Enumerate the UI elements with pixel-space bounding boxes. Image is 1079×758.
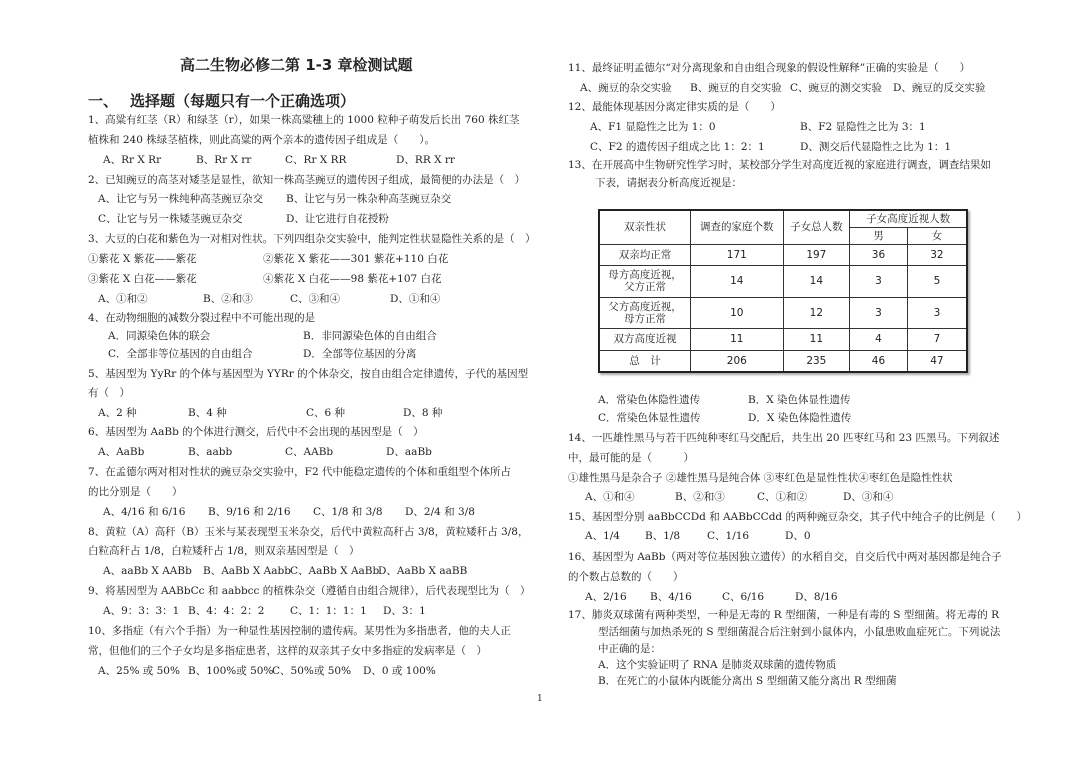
- option-c: C、1/8 和 3/8: [313, 506, 383, 518]
- survey-table: [598, 209, 968, 373]
- question-9-text: 9、将基因型为 AABbCc 和 aabbcc 的植株杂交（遵循自由组合规律），后代表现型比为（ ）: [88, 585, 531, 597]
- option-d: D、①和④: [390, 293, 441, 305]
- section-heading: 选择题（每题只有一个正确选项）: [130, 92, 356, 110]
- header-children-total: 子女总人数: [783, 210, 850, 244]
- option-b: B、豌豆的自交实验: [690, 82, 782, 94]
- cell: 10: [691, 297, 783, 328]
- question-13-text: 下表，请据表分析高度近视是：: [595, 177, 742, 189]
- option-c: C、③和④: [290, 293, 341, 305]
- cell: 5: [907, 265, 967, 297]
- option-c: C．全部非等位基因的自由组合: [108, 348, 253, 360]
- cross-item: ①紫花 X 紫花——紫花: [88, 253, 197, 265]
- question-8-text: 8、黄粒（A）高秆（B）玉米与某表现型玉米杂交，后代中黄粒高秆占 3/8，黄粒矮秆占 3/8，: [88, 526, 529, 538]
- question-1-text: 植株和 240 株绿茎植株，则此高粱的两个亲本的遗传因子组成是（ ）。: [88, 134, 435, 146]
- page-number: 1: [537, 694, 543, 704]
- option-b: B．X 染色体显性遗传: [748, 394, 851, 406]
- cell: 3: [850, 265, 908, 297]
- cross-item: ②紫花 X 紫花——301 紫花+110 白花: [263, 253, 449, 265]
- option-a: A、豌豆的杂交实验: [580, 82, 672, 94]
- question-14-text: 14、一匹雄性黑马与若干匹纯种枣红马交配后，共生出 20 匹枣红马和 23 匹黑马。下列叙述: [568, 432, 1000, 444]
- option-a: A、让它与另一株纯种高茎豌豆杂交: [98, 193, 264, 205]
- cross-item: ④紫花 X 白花——98 紫花+107 白花: [263, 273, 442, 285]
- cell: 47: [907, 350, 967, 372]
- table-row: [599, 244, 967, 265]
- option-c: C、50%或 50%: [272, 665, 352, 677]
- question-14-statements: ①雄性黑马是杂合子 ②雄性黑马是纯合体 ③枣红色是显性性状④枣红色是隐性性状: [568, 472, 953, 484]
- question-16-text: 16、基因型为 AaBb（两对等位基因独立遗传）的水稻自交，自交后代中两对基因都是纯合子: [568, 551, 1002, 563]
- option-b: B、aabb: [188, 446, 233, 458]
- cell: 11: [783, 328, 850, 350]
- option-d: D、8 种: [403, 407, 443, 419]
- option-c: C、1/16: [707, 530, 750, 542]
- option-a: A、aaBb X AABb: [103, 565, 192, 577]
- option-d: D、豌豆的反交实验: [893, 82, 986, 94]
- question-4-text: 4、在动物细胞的减数分裂过程中不可能出现的是: [88, 312, 316, 324]
- cell: 7: [907, 328, 967, 350]
- cell: 14: [783, 265, 850, 297]
- question-14-text: 中，最可能的是（ ）: [568, 452, 694, 464]
- option-b: B、Rr X rr: [196, 154, 252, 166]
- question-15-text: 15、基因型分别 aaBbCCDd 和 AABbCCdd 的两种豌豆杂交，其子代中纯合子的比例是（ ）: [568, 511, 1027, 523]
- question-2-text: 2、已知豌豆的高茎对矮茎是显性，欲知一株高茎豌豆的遗传因子组成，最简便的办法是（ ）: [88, 174, 526, 186]
- option-d: D、0 或 100%: [363, 665, 436, 677]
- option-c: C、6/16: [722, 591, 765, 603]
- section-number: 一、: [88, 92, 119, 110]
- table-row: [599, 265, 967, 297]
- cross-item: ③紫花 X 白花——紫花: [88, 273, 197, 285]
- option-c: C、Rr X RR: [285, 154, 347, 166]
- option-a: A、25% 或 50%: [98, 665, 180, 677]
- option-c: C、1：1：1：1: [290, 605, 367, 617]
- option-b: B、②和③: [675, 491, 725, 503]
- option-a: A、AaBb: [98, 446, 145, 458]
- option-d: D、RR X rr: [396, 154, 455, 166]
- option-c: C．常染色体显性遗传: [598, 412, 701, 424]
- option-b: B、9/16 和 2/16: [208, 506, 291, 518]
- cell: 11: [691, 328, 783, 350]
- option-a: A、F1 显隐性之比为 1：0: [590, 121, 716, 133]
- option-b: B、②和③: [203, 293, 253, 305]
- cell: 36: [850, 244, 908, 265]
- question-10-text: 常，但他们的三个子女均是多指症患者，这样的双亲其子女中多指症的发病率是（ ）: [88, 645, 487, 657]
- option-b: B、AaBb X Aabb: [203, 565, 291, 577]
- header-parent-trait: 双亲性状: [599, 210, 691, 244]
- option-a: A、①和④: [585, 491, 635, 503]
- option-a: A．常染色体隐性遗传: [598, 394, 701, 406]
- table-row: [599, 297, 967, 328]
- question-6-text: 6、基因型为 AaBb 的个体进行测交，后代中不会出现的基因型是（ ）: [88, 426, 424, 438]
- option-d: D、0: [785, 530, 811, 542]
- cell: 3: [850, 297, 908, 328]
- option-b: B、F2 显隐性之比为 3：1: [800, 121, 926, 133]
- option-d: D、AaBb X aaBB: [378, 565, 468, 577]
- table-row-total: [599, 350, 967, 372]
- cell: 32: [907, 244, 967, 265]
- header-male: 男: [850, 227, 908, 244]
- option-a: A、2 种: [98, 407, 137, 419]
- header-family-count: 调查的家庭个数: [691, 210, 783, 244]
- option-c: C、AABb: [285, 446, 334, 458]
- option-c: C、6 种: [306, 407, 346, 419]
- question-11-text: 11、最终证明孟德尔“对分离现象和自由组合现象的假设性解释”正确的实验是（ ）: [568, 62, 971, 74]
- option-a: A、9：3：3：1: [103, 605, 180, 617]
- header-myopia-children: 子女高度近视人数: [850, 210, 967, 227]
- page-title: 高二生物必修二第 1-3 章检测试题: [180, 56, 413, 74]
- cell: 46: [850, 350, 908, 372]
- cell: 3: [907, 297, 967, 328]
- cell: 父方高度近视，母方正常: [599, 297, 691, 328]
- question-12-text: 12、最能体现基因分离定律实质的是（ ）: [568, 101, 781, 113]
- cell: 4: [850, 328, 908, 350]
- option-a: A．同源染色体的联会: [108, 330, 211, 342]
- cell: 171: [691, 244, 783, 265]
- option-d: D、③和④: [843, 491, 894, 503]
- option-d: D、测交后代显隐性之比为 1：1: [800, 141, 952, 153]
- option-b: B．非同源染色体的自由组合: [303, 330, 437, 342]
- question-17-text: 型活细菌与加热杀死的 S 型细菌混合后注射到小鼠体内，小鼠患败血症死亡。下列说法: [598, 626, 1001, 638]
- header-female: 女: [907, 227, 967, 244]
- option-a: A、1/4: [585, 530, 620, 542]
- cell: 197: [783, 244, 850, 265]
- option-b: B、4 种: [188, 407, 227, 419]
- option-c: C、AaBb X AaBb: [290, 565, 380, 577]
- question-5-text: 5、基因型为 YyRr 的个体与基因型为 YYRr 的个体杂交，按自由组合定律遗传，子代的基因型: [88, 368, 529, 380]
- question-17-text: 中正确的是：: [598, 643, 661, 655]
- option-b: B、4：4：2：2: [188, 605, 265, 617]
- option-a: A、2/16: [585, 591, 627, 603]
- question-13-text: 13、在开展高中生物研究性学习时，某校部分学生对高度近视的家庭进行调查，调查结果如: [568, 159, 991, 171]
- cell: 双方高度近视: [599, 328, 691, 350]
- question-1-text: 1、高粱有红茎（R）和绿茎（r），如果一株高粱穗上的 1000 粒种子萌发后长出 760 株红茎: [88, 114, 520, 126]
- question-5-text: 有（ ）: [88, 387, 130, 399]
- question-16-text: 的个数占总数的（ ）: [568, 571, 684, 583]
- cell: 206: [691, 350, 783, 372]
- cell: 总 计: [599, 350, 691, 372]
- option-d: D、8/16: [795, 591, 838, 603]
- option-a: A、Rr X Rr: [103, 154, 162, 166]
- option-b: B、1/8: [645, 530, 681, 542]
- cell: 双亲均正常: [599, 244, 691, 265]
- option-c: C、豌豆的测交实验: [790, 82, 883, 94]
- question-7-text: 7、在孟德尔两对相对性状的豌豆杂交实验中，F2 代中能稳定遗传的个体和重组型个体所占: [88, 466, 511, 478]
- option-c: C、①和②: [757, 491, 808, 503]
- option-d: D、2/4 和 3/8: [405, 506, 475, 518]
- question-8-text: 白粒高秆占 1/8，白粒矮秆占 1/8，则双亲基因型是（ ）: [88, 545, 360, 557]
- cell: 235: [783, 350, 850, 372]
- option-d: D、aaBb: [386, 446, 432, 458]
- cell: 母方高度近视，父方正常: [599, 265, 691, 297]
- cell: 12: [783, 297, 850, 328]
- option-c: C、F2 的遗传因子组成之比 1：2：1: [590, 141, 765, 153]
- cell: 14: [691, 265, 783, 297]
- option-b: B、让它与另一株杂种高茎豌豆杂交: [286, 193, 452, 205]
- option-a: A．这个实验证明了 RNA 是肺炎双球菌的遗传物质: [598, 659, 837, 671]
- question-7-text: 的比分别是（ ）: [88, 486, 183, 498]
- table-row: [599, 328, 967, 350]
- option-b: B．在死亡的小鼠体内既能分离出 S 型细菌又能分离出 R 型细菌: [598, 675, 897, 687]
- option-b: B、100%或 50%: [188, 665, 274, 677]
- option-d: D．X 染色体隐性遗传: [748, 412, 852, 424]
- option-d: D、让它进行自花授粉: [286, 213, 389, 225]
- question-17-text: 17、肺炎双球菌有两种类型，一种是无毒的 R 型细菌，一种是有毒的 S 型细菌。将无毒的 R: [568, 609, 1000, 621]
- question-3-text: 3、大豆的白花和紫色为一对相对性状。下列四组杂交实验中，能判定性状显隐性关系的是（ ）: [88, 233, 536, 245]
- question-10-text: 10、多指症（有六个手指）为一种显性基因控制的遗传病。某男性为多指患者，他的夫人正: [88, 625, 511, 637]
- option-a: A、4/16 和 6/16: [103, 506, 186, 518]
- option-a: A、①和②: [98, 293, 148, 305]
- option-b: B、4/16: [650, 591, 692, 603]
- option-d: D、3：1: [383, 605, 426, 617]
- option-c: C、让它与另一株矮茎豌豆杂交: [98, 213, 243, 225]
- option-d: D．全部等位基因的分离: [303, 348, 417, 360]
